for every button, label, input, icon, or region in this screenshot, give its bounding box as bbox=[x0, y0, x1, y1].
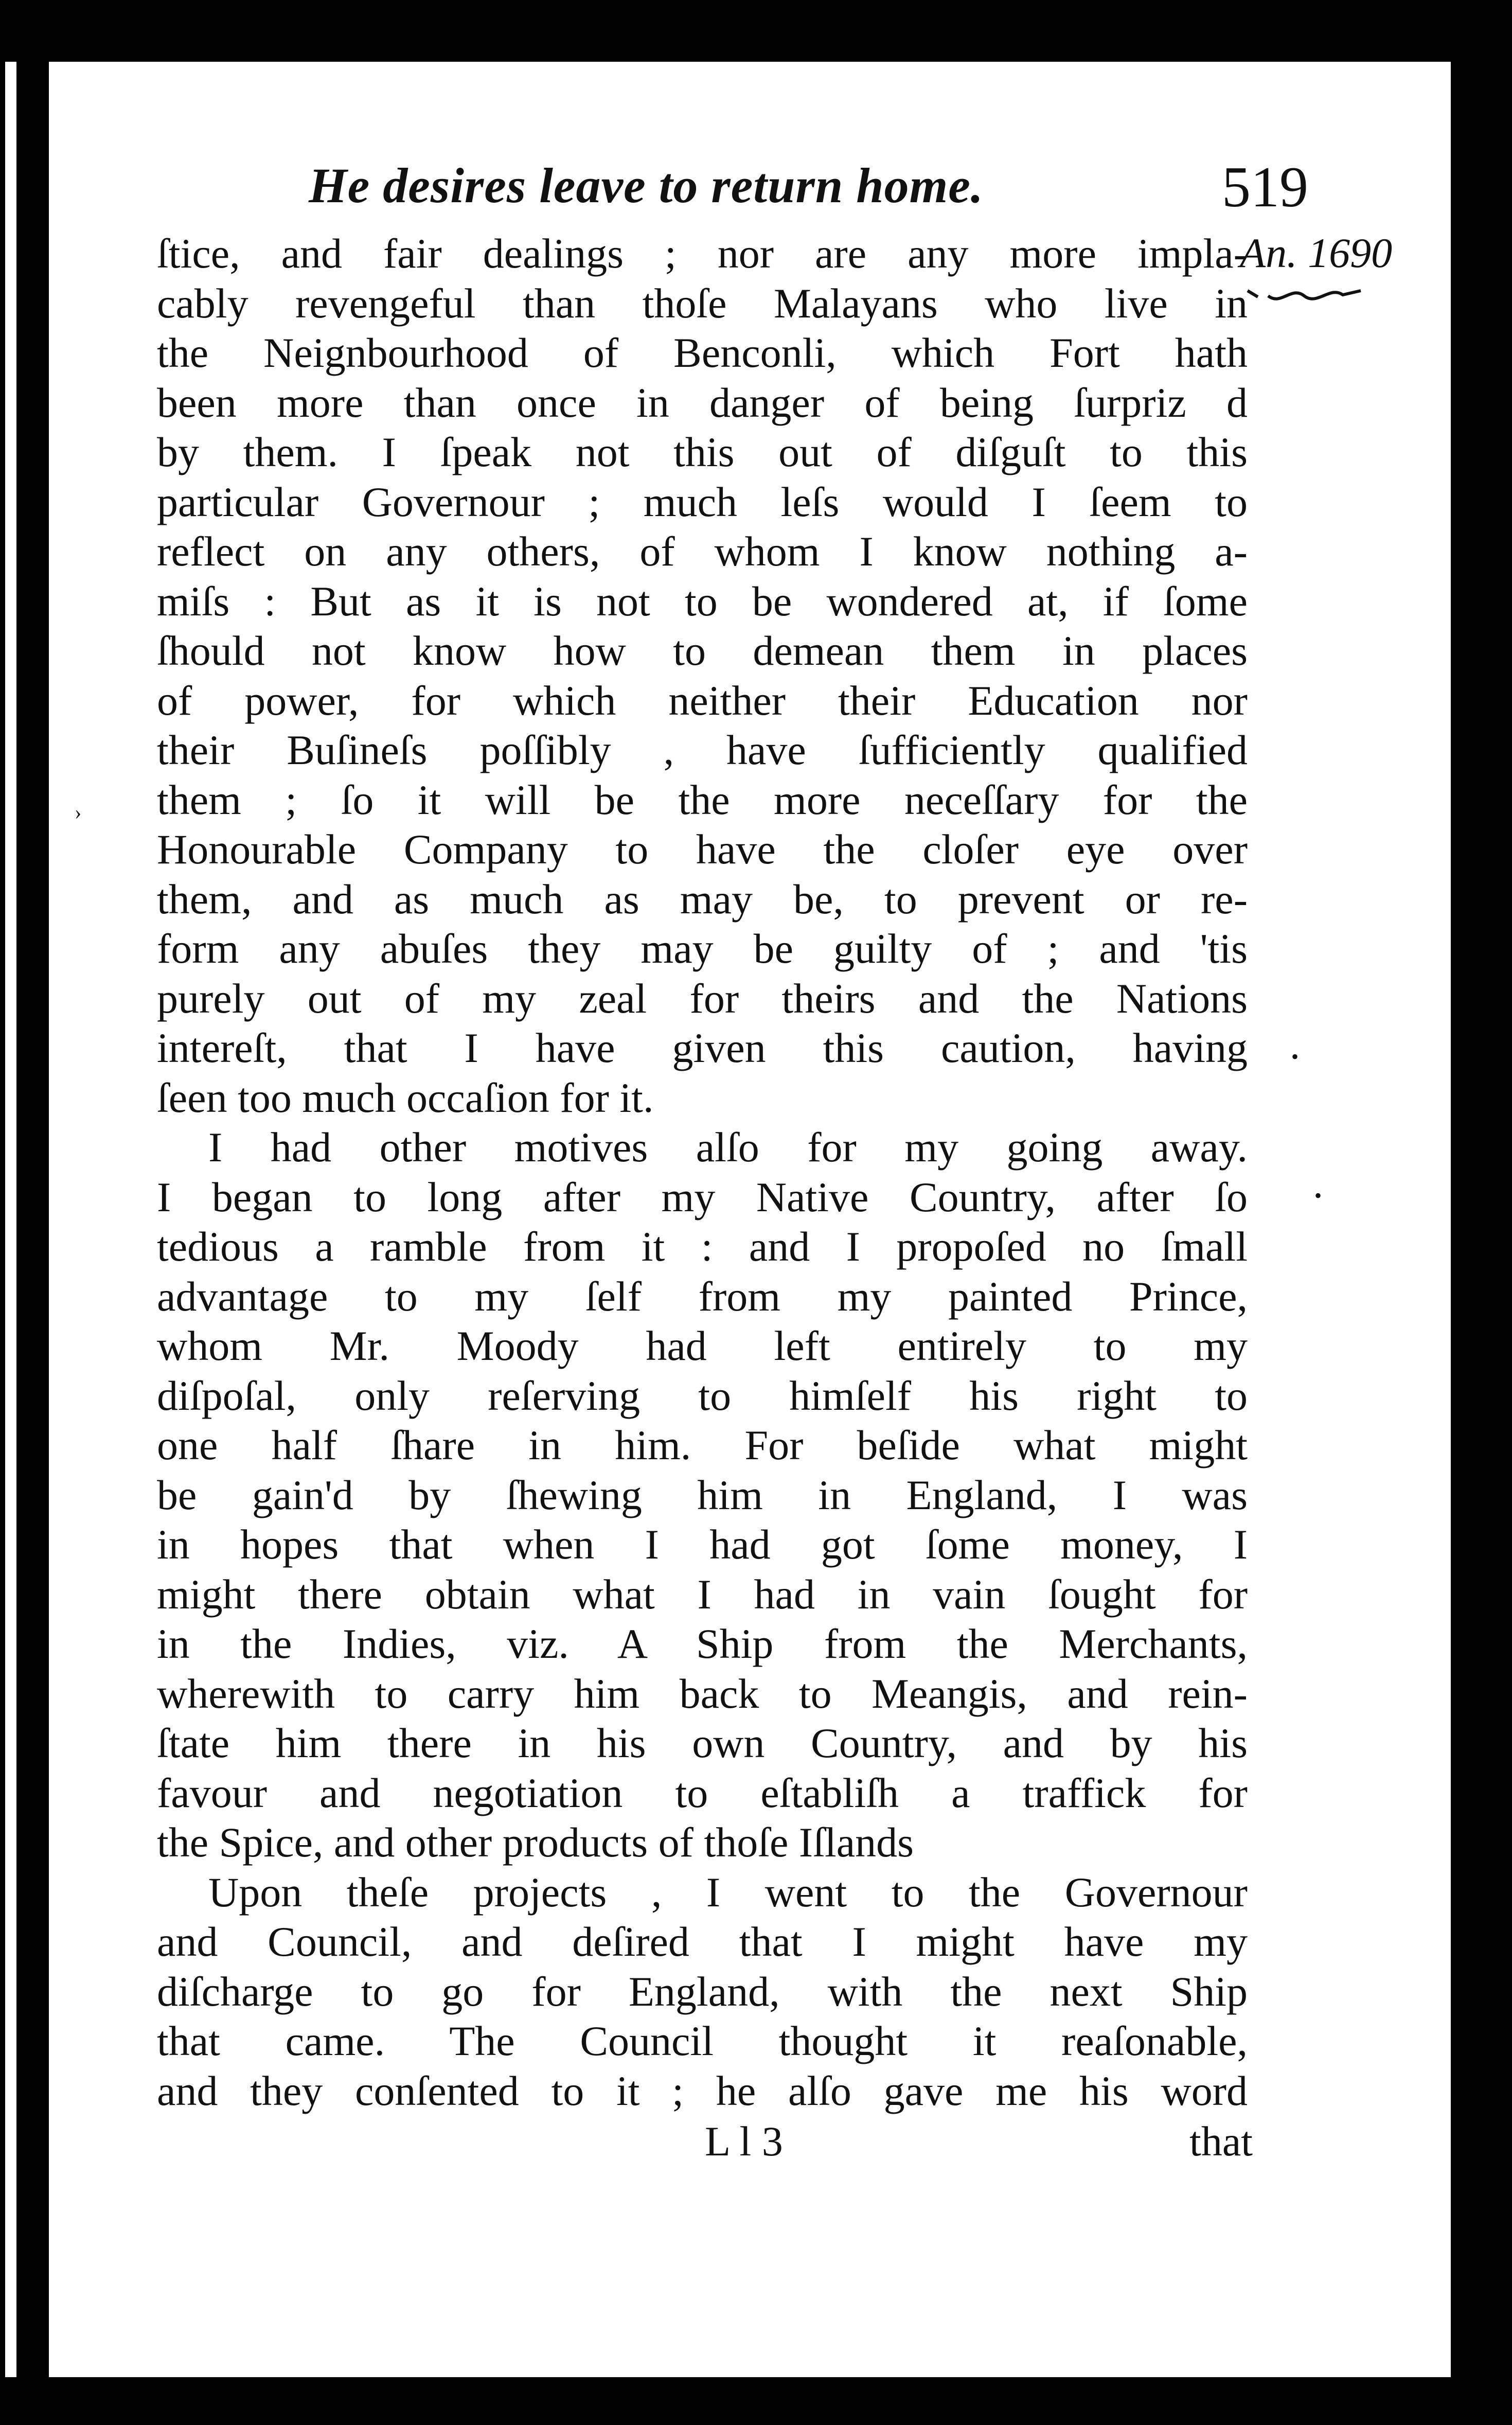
text-line: form any abuſes they may be guilty of ; and 'tis bbox=[157, 925, 1248, 972]
text-line: particular Governour ; much leſs would I ſeem to bbox=[157, 478, 1248, 525]
catchword: that bbox=[1189, 2118, 1253, 2165]
text-line: ſhould not know how to demean them in places bbox=[157, 627, 1248, 674]
text-line: and they conſented to it ; he alſo gave me his word bbox=[157, 2067, 1248, 2114]
text-line: been more than once in danger of being ſurpriz d bbox=[157, 379, 1248, 426]
text-line: and Council, and deſired that I might have my bbox=[157, 1918, 1248, 1965]
text-line: in the Indies, viz. A Ship from the Merchants, bbox=[157, 1620, 1248, 1667]
text-line: favour and negotiation to eſtabliſh a traffick for bbox=[157, 1769, 1248, 1816]
text-line: of power, for which neither their Education nor bbox=[157, 677, 1248, 724]
text-line: one half ſhare in him. For beſide what might bbox=[157, 1422, 1248, 1468]
text-line: reflect on any others, of whom I know nothing a- bbox=[157, 528, 1248, 575]
running-title: He desires leave to return home. bbox=[309, 158, 984, 213]
body-text bbox=[157, 229, 1248, 2116]
text-line: cably revengeful than thoſe Malayans who live in bbox=[157, 279, 1248, 327]
page-number: 519 bbox=[1222, 155, 1308, 219]
text-line: be gain'd by ſhewing him in England, I was bbox=[157, 1471, 1248, 1518]
text-line: intereſt, that I have given this caution, having bbox=[157, 1024, 1248, 1071]
text-line: the Neignbourhood of Benconli, which Fort hath bbox=[157, 329, 1248, 376]
margin-speck: › bbox=[75, 801, 82, 824]
text-line: by them. I ſpeak not this out of diſguſt to this bbox=[157, 429, 1248, 475]
text-line: advantage to my ſelf from my painted Prince, bbox=[157, 1272, 1248, 1320]
signature-mark: L l 3 bbox=[705, 2118, 783, 2165]
text-line: tedious a ramble from it : and I propoſed no ſmall bbox=[157, 1223, 1248, 1270]
paragraph-start-line: I had other motives alſo for my going away. bbox=[208, 1124, 1248, 1171]
text-line: purely out of my zeal for theirs and the Nations bbox=[157, 975, 1248, 1022]
text-line: the Spice, and other products of thoſe Iſlands bbox=[157, 1819, 914, 1866]
text-line: ſtice, and fair dealings ; nor are any more impla- bbox=[157, 230, 1248, 277]
page-footer bbox=[705, 2117, 1253, 2166]
text-line: Honourable Company to have the cloſer eye over bbox=[157, 826, 1248, 873]
text-line: that came. The Council thought it reaſonable, bbox=[157, 2017, 1248, 2064]
margin-note-year: An. 1690 bbox=[1240, 229, 1393, 276]
text-line: miſs : But as it is not to be wondered at, if ſome bbox=[157, 577, 1248, 625]
margin-speck: • bbox=[1314, 1184, 1322, 1207]
text-line: wherewith to carry him back to Meangis, and rein- bbox=[157, 1670, 1248, 1717]
text-line: them ; ſo it will be the more neceſſary for the bbox=[157, 776, 1248, 823]
text-line: ſeen too much occaſion for it. bbox=[157, 1074, 654, 1121]
text-line: their Buſineſs poſſibly , have ſufficiently qualified bbox=[157, 727, 1248, 773]
scan-left-edge bbox=[5, 62, 16, 2377]
paragraph-start-line: Upon theſe projects , I went to the Governour bbox=[208, 1868, 1248, 1916]
text-line: them, and as much as may be, to prevent or re- bbox=[157, 875, 1248, 923]
text-line: might there obtain what I had in vain ſought for bbox=[157, 1570, 1248, 1618]
text-line: whom Mr. Moody had left entirely to my bbox=[157, 1322, 1248, 1369]
text-line: I began to long after my Native Country, after ſo bbox=[157, 1173, 1248, 1220]
text-line: diſcharge to go for England, with the next Ship bbox=[157, 1968, 1248, 2015]
text-line: ſtate him there in his own Country, and by his bbox=[157, 1720, 1248, 1766]
flourish-ornament bbox=[1245, 280, 1363, 311]
text-line: diſpoſal, only reſerving to himſelf his right to bbox=[157, 1372, 1248, 1419]
text-line: in hopes that when I had got ſome money, I bbox=[157, 1521, 1248, 1568]
margin-speck: • bbox=[1291, 1045, 1299, 1068]
